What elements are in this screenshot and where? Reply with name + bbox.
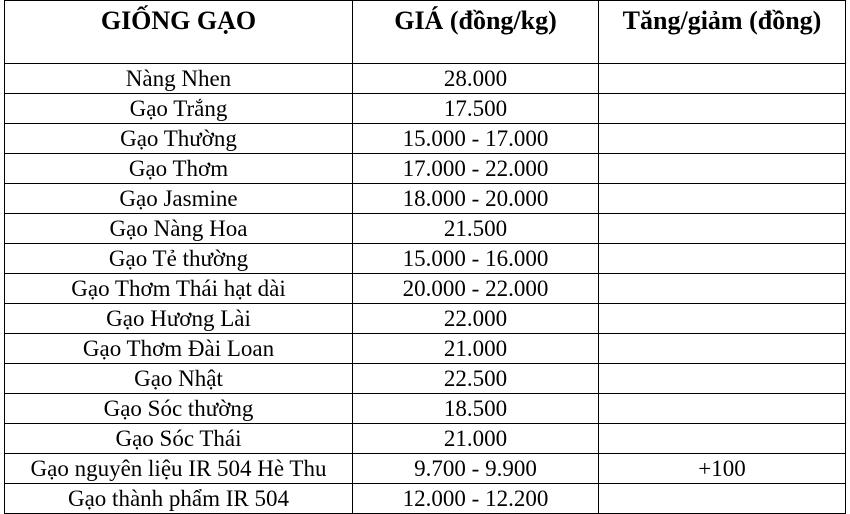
price-cell: 17.000 - 22.000: [353, 154, 599, 184]
rice-variety-cell: Gạo Thường: [5, 124, 353, 154]
price-cell: 21.000: [353, 424, 599, 454]
price-cell: 22.500: [353, 364, 599, 394]
change-cell: [599, 154, 846, 184]
table-row: [5, 154, 846, 184]
price-cell: 28.000: [353, 64, 599, 94]
change-cell: [599, 184, 846, 214]
rice-variety-cell: Gạo Nhật: [5, 364, 353, 394]
change-cell: [599, 274, 846, 304]
change-cell: [599, 304, 846, 334]
rice-variety-cell: Gạo Trắng: [5, 94, 353, 124]
header-price: GIÁ (đồng/kg): [353, 1, 599, 64]
table-header: [5, 1, 846, 64]
table-row: [5, 214, 846, 244]
price-cell: 18.000 - 20.000: [353, 184, 599, 214]
rice-variety-cell: Gạo Nàng Hoa: [5, 214, 353, 244]
table-body: [5, 64, 846, 514]
rice-variety-cell: Gạo Thơm: [5, 154, 353, 184]
table-row: [5, 454, 846, 484]
rice-variety-cell: Gạo Jasmine: [5, 184, 353, 214]
table-row: [5, 244, 846, 274]
change-cell: [599, 64, 846, 94]
change-cell: [599, 364, 846, 394]
table-row: [5, 184, 846, 214]
change-cell: +100: [599, 454, 846, 484]
change-cell: [599, 244, 846, 274]
change-cell: [599, 424, 846, 454]
change-cell: [599, 214, 846, 244]
price-cell: 15.000 - 17.000: [353, 124, 599, 154]
change-cell: [599, 394, 846, 424]
header-change: Tăng/giảm (đồng): [599, 1, 846, 64]
table-row: [5, 94, 846, 124]
change-cell: [599, 484, 846, 514]
price-cell: 9.700 - 9.900: [353, 454, 599, 484]
table-row: [5, 364, 846, 394]
rice-variety-cell: Gạo nguyên liệu IR 504 Hè Thu: [5, 454, 353, 484]
table-row: [5, 394, 846, 424]
header-rice-variety: GIỐNG GẠO: [5, 1, 353, 64]
rice-price-table: [4, 0, 846, 514]
price-cell: 18.500: [353, 394, 599, 424]
rice-variety-cell: Gạo thành phẩm IR 504: [5, 484, 353, 514]
rice-variety-cell: Gạo Hương Lài: [5, 304, 353, 334]
price-cell: 15.000 - 16.000: [353, 244, 599, 274]
rice-variety-cell: Nàng Nhen: [5, 64, 353, 94]
table-row: [5, 64, 846, 94]
rice-variety-cell: Gạo Sóc thường: [5, 394, 353, 424]
price-cell: 12.000 - 12.200: [353, 484, 599, 514]
rice-variety-cell: Gạo Thơm Đài Loan: [5, 334, 353, 364]
price-cell: 17.500: [353, 94, 599, 124]
price-cell: 22.000: [353, 304, 599, 334]
table-row: [5, 334, 846, 364]
table-row: [5, 304, 846, 334]
change-cell: [599, 334, 846, 364]
rice-variety-cell: Gạo Sóc Thái: [5, 424, 353, 454]
header-row: [5, 1, 846, 64]
change-cell: [599, 124, 846, 154]
table-row: [5, 124, 846, 154]
price-cell: 20.000 - 22.000: [353, 274, 599, 304]
table-row: [5, 274, 846, 304]
price-cell: 21.000: [353, 334, 599, 364]
table-row: [5, 424, 846, 454]
table-row: [5, 484, 846, 514]
change-cell: [599, 94, 846, 124]
rice-variety-cell: Gạo Thơm Thái hạt dài: [5, 274, 353, 304]
price-cell: 21.500: [353, 214, 599, 244]
rice-variety-cell: Gạo Tẻ thường: [5, 244, 353, 274]
